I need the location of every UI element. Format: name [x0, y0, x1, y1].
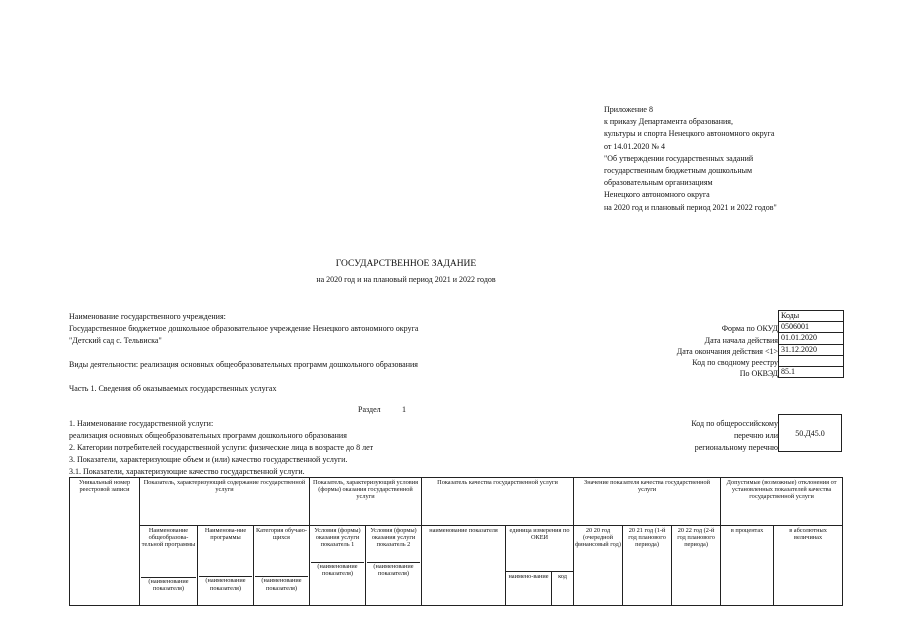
- annex-line: Ненецкого автономного округа: [604, 190, 710, 200]
- institution-name: Государственное бюджетное дошкольное образовательное учреждение Ненецкого автономного округа: [69, 324, 419, 333]
- annex-line: на 2020 год и плановый период 2021 и 2022 годов": [604, 202, 777, 212]
- header-content-indicator: Показатель, характеризующий содержание государственной услуги: [140, 478, 310, 526]
- document-subtitle: на 2020 год и на плановый период 2021 и 2022 годов: [316, 275, 496, 284]
- service-name-label: 1. Наименование государственной услуги:: [69, 419, 214, 428]
- institution-short-name: "Детский сад с. Тельвиска": [69, 336, 162, 345]
- col-indicator-name: наименование показателя: [422, 526, 506, 606]
- indicator-name-caption: (наименование показателя): [255, 576, 308, 591]
- end-date-value: 31.12.2020: [779, 345, 843, 356]
- col-program-text: Наименова-ние программы: [204, 527, 247, 542]
- col-student-category-text: Категория обучаю-щихся: [256, 527, 307, 542]
- end-date-label: Дата окончания действия <1>: [676, 347, 778, 356]
- header-indicator-value: Значение показателя качества государственной услуги: [574, 478, 721, 526]
- col-program-name: [140, 526, 198, 606]
- section-number: 1: [402, 405, 406, 414]
- col-year-2022: 20 22 год (2-й год планового периода): [672, 526, 721, 606]
- code-label-line2: перечню или: [733, 431, 778, 440]
- col-program: [198, 526, 254, 606]
- annex-line: от 14.01.2020 № 4: [604, 141, 666, 151]
- codes-box: [778, 310, 844, 378]
- start-date-value: 01.01.2020: [779, 333, 843, 344]
- institution-label: Наименование государственного учреждения:: [69, 312, 226, 321]
- service-code-value: 50.Д45.0: [795, 428, 825, 438]
- col-program-name-text: Наименование общеобразова-тельной программы: [141, 527, 196, 549]
- start-date-label: Дата начала действия: [704, 336, 778, 345]
- codes-header: Коды: [779, 311, 843, 322]
- indicator-name-caption: (наименование показателя): [311, 562, 364, 577]
- header-conditions-indicator: Показатель, характеризующий условия (формы) оказания государственной услуги: [310, 478, 422, 526]
- quality-indicators-table: [69, 477, 843, 606]
- col-condition-1: [310, 526, 366, 606]
- code-label-line3: региональному перечню: [694, 443, 778, 452]
- col-student-category: [254, 526, 310, 606]
- col-condition-1-text: Условия (формы) оказания услуги показатель 1: [314, 527, 361, 549]
- okved-value: 85.1: [781, 366, 795, 376]
- annex-line: государственным бюджетным дошкольным: [604, 166, 753, 176]
- okved-label: По ОКВЭД: [739, 369, 778, 378]
- col-year-2021: 20 21 год (1-й год планового периода): [623, 526, 672, 606]
- activity-type: Виды деятельности: реализация основных общеобразовательных программ дошкольного образования: [69, 360, 418, 369]
- header-unique-number: Уникальный номер реестровой записи: [70, 478, 140, 606]
- quality-indicators-heading: 3.1. Показатели, характеризующие качество государственной услуги.: [69, 467, 305, 476]
- okud-value: 0506001: [779, 322, 843, 333]
- okud-label: Форма по ОКУД: [721, 324, 778, 333]
- code-label-line1: Код по общероссийскому: [691, 419, 778, 428]
- indicators-heading: 3. Показатели, характеризующие объем и (или) качество государственной услуги.: [69, 455, 348, 464]
- registry-label: Код по сводному реестру: [692, 358, 778, 367]
- col-deviation-percent: в процентах: [721, 526, 774, 606]
- annex-line: Приложение 8: [604, 105, 653, 114]
- col-condition-2-text: Условия (формы) оказания услуги показатель 2: [370, 527, 417, 549]
- col-unit-name: наимено-вание: [506, 572, 552, 606]
- col-unit: единица измерения по ОКЕИ: [506, 526, 574, 572]
- indicator-name-caption: (наименование показателя): [141, 577, 196, 592]
- annex-line: культуры и спорта Ненецкого автономного округа: [604, 129, 775, 139]
- col-deviation-absolute: в абсолютных величинах: [774, 526, 843, 606]
- consumer-category: 2. Категории потребителей государственной услуги: физические лица в возрасте до 8 лет: [69, 443, 374, 452]
- header-allowed-deviation: Допустимые (возможные) отклонения от установленных показателей качества государственной услуги: [721, 478, 843, 526]
- part-heading: Часть 1. Сведения об оказываемых государственных услугах: [69, 384, 277, 393]
- annex-line: "Об утверждении государственных заданий: [604, 153, 754, 163]
- indicator-name-caption: (наименование показателя): [367, 562, 420, 577]
- service-name: реализация основных общеобразовательных программ дошкольного образования: [69, 431, 347, 440]
- indicator-name-caption: (наименование показателя): [199, 576, 252, 591]
- registry-value: [779, 356, 843, 367]
- annex-block: [604, 104, 777, 214]
- header-quality-indicator: Показатель качества государственной услуги: [422, 478, 574, 526]
- document-title: ГОСУДАРСТВЕННОЕ ЗАДАНИЕ: [335, 259, 477, 269]
- col-condition-2: [366, 526, 422, 606]
- annex-line: образовательным организациям: [604, 178, 713, 188]
- section-label: Раздел: [358, 405, 381, 414]
- col-unit-code: код: [552, 572, 574, 606]
- annex-line: к приказу Департамента образования,: [604, 117, 733, 127]
- col-year-2020: 20 20 год (очередной финансовый год): [574, 526, 623, 606]
- service-code-box: [778, 414, 842, 452]
